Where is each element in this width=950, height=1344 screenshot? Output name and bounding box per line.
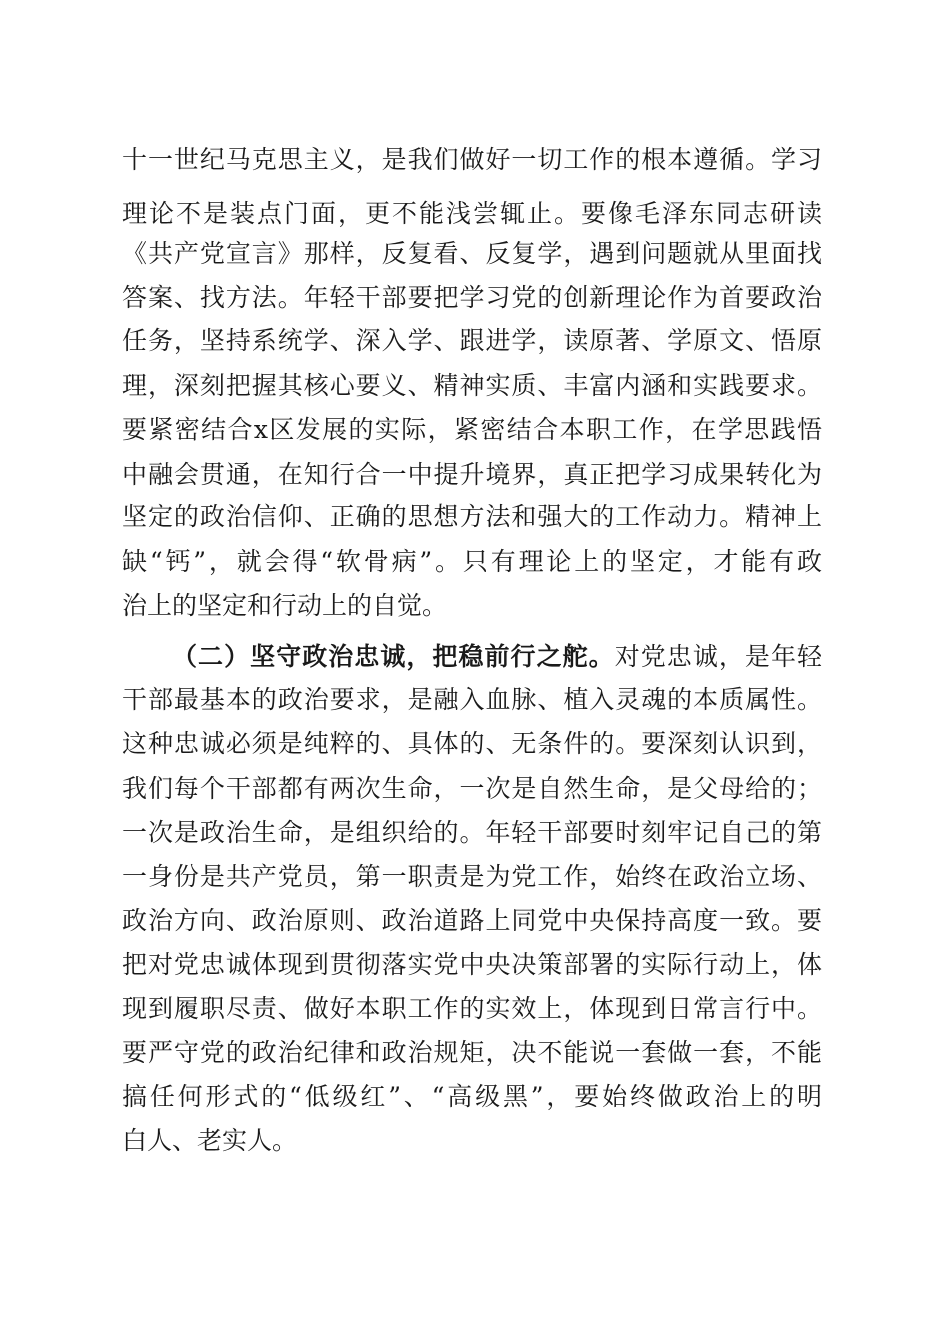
text-line: 一身份是共产党员，第一职责是为党工作，始终在政治立场、 — [122, 862, 822, 891]
text-line: 坚定的政治信仰、正确的思想方法和强大的工作动力。精神上 — [122, 502, 822, 531]
text-line: 十一世纪马克思主义，是我们做好一切工作的根本遵循。学习 — [122, 145, 822, 174]
text-line: 理论不是装点门面，更不能浅尝辄止。要像毛泽东同志研读 — [122, 199, 822, 228]
text-line: 要紧密结合x区发展的实际，紧密结合本职工作，在学思践悟 — [122, 415, 822, 444]
text-line: 我们每个干部都有两次生命，一次是自然生命，是父母给的； — [122, 774, 822, 803]
text-line: 治上的坚定和行动上的自觉。 — [122, 591, 448, 620]
text-line: 《共产党宣言》那样，反复看、反复学，遇到问题就从里面找 — [122, 239, 822, 268]
text-line: 理，深刻把握其核心要义、精神实质、丰富内涵和实践要求。 — [122, 371, 822, 400]
text-line: 答案、找方法。年轻干部要把学习党的创新理论作为首要政治 — [122, 283, 822, 312]
text-line: 政治方向、政治原则、政治道路上同党中央保持高度一致。要 — [122, 906, 822, 935]
text-line: 要严守党的政治纪律和政治规矩，决不能说一套做一套，不能 — [122, 1038, 822, 1067]
text-line: 搞任何形式的“低级红”、“高级黑”，要始终做政治上的明 — [122, 1082, 822, 1111]
text-line: 现到履职尽责、做好本职工作的实效上，体现到日常言行中。 — [122, 994, 822, 1023]
text-line: 白人、老实人。 — [122, 1126, 298, 1155]
text-line: 任务，坚持系统学、深入学、跟进学，读原著、学原文、悟原 — [122, 326, 822, 355]
text-line: 把对党忠诚体现到贯彻落实党中央决策部署的实际行动上，体 — [122, 950, 822, 979]
section-heading-rest: 对党忠诚，是年轻 — [614, 642, 822, 671]
text-line: 中融会贯通，在知行合一中提升境界，真正把学习成果转化为 — [122, 460, 822, 489]
text-line: 缺“钙”，就会得“软骨病”。只有理论上的坚定，才能有政 — [122, 547, 822, 576]
section-heading-line — [172, 640, 822, 674]
text-line: 干部最基本的政治要求，是融入血脉、植入灵魂的本质属性。 — [122, 685, 822, 714]
section-heading: （二）坚守政治忠诚，把稳前行之舵。 — [172, 642, 615, 671]
text-line: 一次是政治生命，是组织给的。年轻干部要时刻牢记自己的第 — [122, 818, 822, 847]
text-line: 这种忠诚必须是纯粹的、具体的、无条件的。要深刻认识到， — [122, 729, 822, 758]
